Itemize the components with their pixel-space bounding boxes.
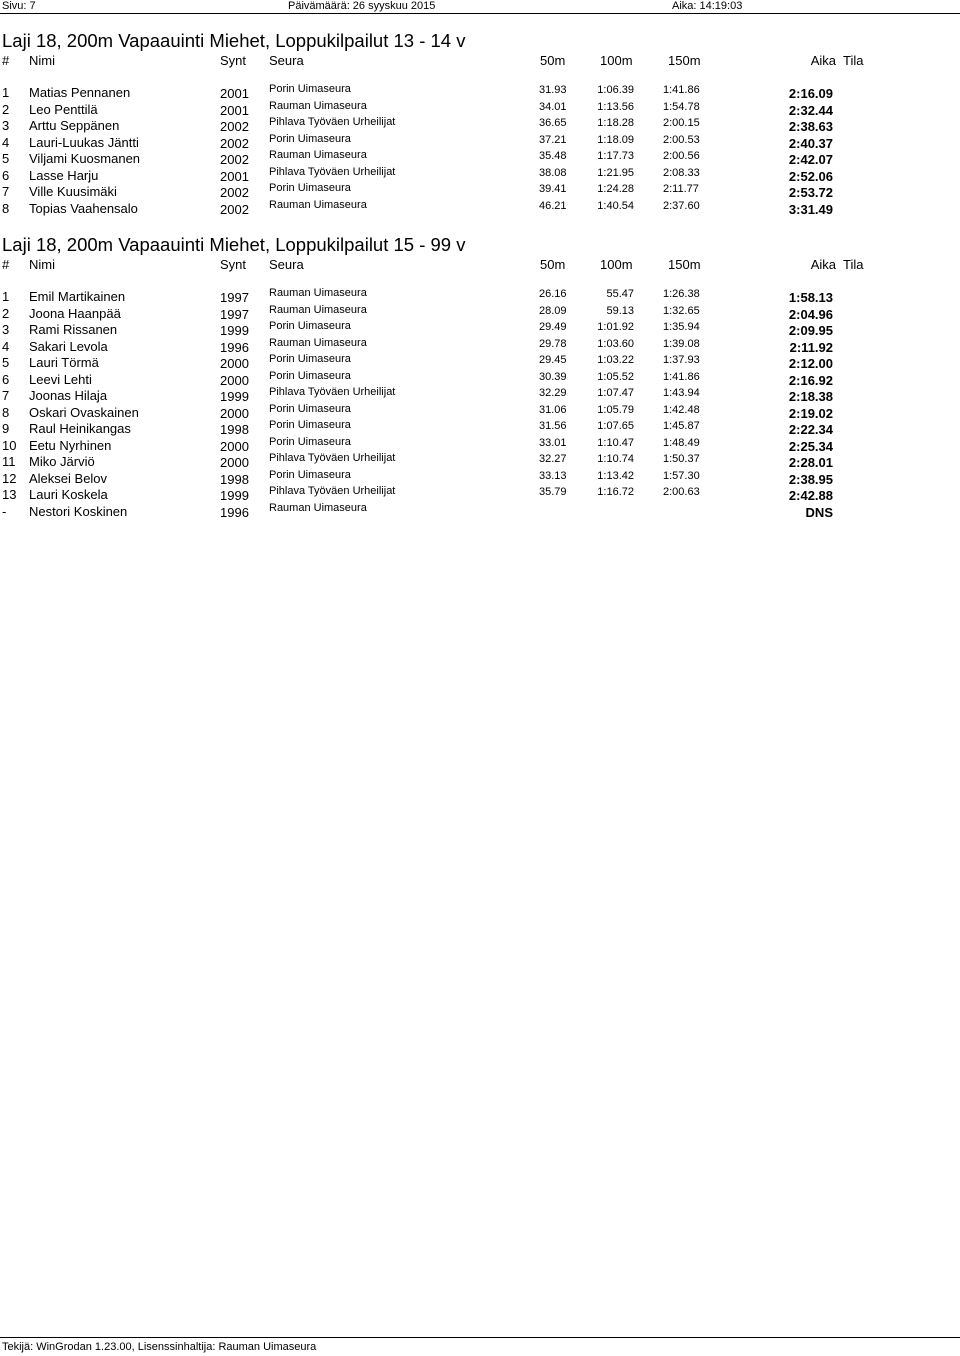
- col-pos: #: [2, 53, 10, 68]
- split-50m: 33.13: [539, 469, 567, 482]
- split-150m: 1:43.94: [663, 387, 700, 399]
- print-date: Päivämäärä: 26 syyskuu 2015: [288, 0, 436, 12]
- place-cell: 12: [2, 470, 17, 486]
- swimmer-name: Sakari Levola: [29, 338, 108, 354]
- table-row: [0, 133, 960, 150]
- table-row: [0, 337, 960, 354]
- place-cell: 5: [2, 151, 10, 166]
- split-100m: 1:13.56: [597, 100, 634, 113]
- final-time: 2:32.44: [788, 102, 833, 118]
- final-time: 2:42.88: [788, 488, 833, 503]
- col-yob: Synt: [220, 257, 247, 272]
- final-time: 2:38.95: [788, 471, 833, 487]
- col-pos: #: [2, 257, 10, 272]
- place-cell: 7: [2, 184, 10, 199]
- birth-year: 2000: [220, 405, 249, 421]
- final-time: 2:16.09: [788, 86, 833, 101]
- table-row: [0, 83, 960, 100]
- table-row: [0, 436, 960, 453]
- final-time: 2:22.34: [788, 422, 833, 437]
- club-name: Porin Uimaseura: [269, 402, 351, 415]
- club-name: Porin Uimaseura: [269, 83, 351, 95]
- place-cell: 8: [2, 404, 10, 420]
- results-table: [0, 83, 960, 215]
- place-cell: 7: [2, 388, 10, 403]
- place-cell: 3: [2, 322, 10, 337]
- split-100m: 59.13: [606, 304, 634, 317]
- split-150m: 2:37.60: [663, 199, 700, 212]
- split-100m: 1:16.72: [597, 486, 634, 498]
- swimmer-name: Ville Kuusimäki: [29, 184, 117, 199]
- col-status: Tila: [843, 257, 864, 272]
- split-100m: 1:40.54: [597, 199, 634, 212]
- club-name: Porin Uimaseura: [269, 132, 351, 145]
- table-row: [0, 116, 960, 133]
- table-row: [0, 166, 960, 183]
- birth-year: 2000: [220, 455, 249, 470]
- split-150m: 1:37.93: [663, 354, 700, 366]
- final-time: 2:25.34: [788, 438, 833, 454]
- header-divider: [0, 13, 960, 14]
- split-100m: 1:05.79: [597, 403, 634, 416]
- birth-year: 2001: [220, 102, 249, 118]
- swimmer-name: Matias Pennanen: [29, 85, 131, 100]
- final-time: 2:09.95: [788, 323, 833, 338]
- split-50m: 31.56: [539, 420, 567, 432]
- place-cell: 1: [2, 289, 10, 304]
- swimmer-name: Raul Heinikangas: [29, 421, 131, 436]
- split-150m: 1:26.38: [663, 288, 700, 300]
- col-time: Aika: [810, 53, 836, 68]
- final-time: 2:28.01: [788, 455, 833, 470]
- split-150m: 1:41.86: [663, 370, 700, 383]
- final-time: 2:53.72: [788, 185, 833, 200]
- place-cell: 4: [2, 338, 10, 354]
- split-150m: 2:08.33: [663, 166, 700, 179]
- table-row: [0, 403, 960, 420]
- print-time: Aika: 14:19:03: [672, 0, 743, 12]
- place-cell: 1: [2, 85, 10, 100]
- split-50m: 37.21: [539, 133, 567, 146]
- table-row: [0, 502, 960, 519]
- club-name: Rauman Uimaseura: [269, 287, 367, 299]
- split-100m: 1:17.73: [597, 150, 634, 162]
- birth-year: 2001: [220, 86, 249, 101]
- club-name: Pihlava Työväen Urheilijat: [269, 116, 396, 128]
- club-name: Rauman Uimaseura: [269, 501, 367, 514]
- split-150m: 1:48.49: [663, 436, 700, 449]
- place-cell: 5: [2, 355, 10, 370]
- col-100m: 100m: [600, 53, 633, 68]
- page-number: Sivu: 7: [2, 0, 36, 12]
- split-50m: 32.29: [539, 387, 567, 399]
- col-time: Aika: [810, 257, 836, 272]
- split-50m: 28.09: [539, 304, 567, 317]
- column-header: [0, 257, 960, 273]
- split-100m: 1:10.47: [597, 436, 634, 449]
- final-time: 2:52.06: [788, 168, 833, 184]
- club-name: Porin Uimaseura: [269, 353, 351, 365]
- club-name: Pihlava Työväen Urheilijat: [269, 165, 396, 178]
- col-name: Nimi: [29, 257, 55, 272]
- swimmer-name: Lauri-Luukas Jäntti: [29, 134, 139, 150]
- birth-year: 1996: [220, 504, 249, 520]
- club-name: Rauman Uimaseura: [269, 99, 367, 112]
- place-cell: 3: [2, 118, 10, 133]
- results-table: [0, 287, 960, 518]
- col-club: Seura: [269, 53, 304, 68]
- split-150m: 2:00.53: [663, 133, 700, 146]
- table-row: [0, 485, 960, 502]
- swimmer-name: Arttu Seppänen: [29, 118, 120, 133]
- col-name: Nimi: [29, 53, 55, 68]
- place-cell: 11: [2, 454, 16, 469]
- swimmer-name: Viljami Kuosmanen: [29, 151, 141, 166]
- table-row: [0, 386, 960, 403]
- swimmer-name: Joonas Hilaja: [29, 388, 108, 403]
- club-name: Porin Uimaseura: [269, 369, 351, 382]
- split-150m: 1:32.65: [663, 304, 700, 317]
- birth-year: 2002: [220, 119, 249, 134]
- final-time: 3:31.49: [788, 201, 833, 217]
- birth-year: 1999: [220, 488, 249, 503]
- swimmer-name: Emil Martikainen: [29, 289, 126, 304]
- split-150m: 2:00.15: [663, 117, 700, 129]
- split-100m: 1:24.28: [597, 183, 634, 195]
- club-name: Porin Uimaseura: [269, 468, 351, 481]
- club-name: Porin Uimaseura: [269, 320, 351, 332]
- split-100m: 1:06.39: [597, 84, 634, 96]
- split-100m: 1:18.28: [597, 117, 634, 129]
- col-50m: 50m: [540, 53, 566, 68]
- split-50m: 38.08: [539, 166, 567, 179]
- birth-year: 1999: [220, 389, 249, 404]
- split-50m: 31.06: [539, 403, 567, 416]
- split-50m: 34.01: [539, 100, 567, 113]
- birth-year: 1998: [220, 422, 249, 437]
- place-cell: 9: [2, 421, 10, 436]
- split-150m: 1:50.37: [663, 453, 700, 465]
- birth-year: 2002: [220, 152, 249, 167]
- final-time: 2:16.92: [788, 372, 833, 388]
- split-100m: 1:07.47: [597, 387, 634, 399]
- split-50m: 39.41: [539, 183, 567, 195]
- split-100m: 1:01.92: [597, 321, 634, 333]
- split-150m: 2:11.77: [663, 183, 699, 195]
- place-cell: 13: [2, 487, 17, 502]
- club-name: Pihlava Työväen Urheilijat: [269, 485, 396, 497]
- swimmer-name: Leo Penttilä: [29, 101, 98, 117]
- split-100m: 1:03.22: [597, 354, 634, 366]
- place-cell: 2: [2, 305, 10, 321]
- final-time: 2:42.07: [788, 152, 833, 167]
- final-time: 2:38.63: [788, 119, 833, 134]
- section-title: Laji 18, 200m Vapaauinti Miehet, Loppukilpailut 13 - 14 v: [2, 30, 466, 51]
- split-50m: 31.93: [539, 84, 567, 96]
- table-row: [0, 182, 960, 199]
- footer-divider: [0, 1337, 960, 1338]
- club-name: Rauman Uimaseura: [269, 336, 367, 349]
- place-cell: 6: [2, 167, 10, 183]
- table-row: [0, 320, 960, 337]
- final-time: DNS: [805, 504, 833, 520]
- split-50m: 36.65: [539, 117, 567, 129]
- split-50m: 33.01: [539, 436, 567, 449]
- swimmer-name: Joona Haanpää: [29, 305, 121, 321]
- table-row: [0, 304, 960, 321]
- page-header: [0, 0, 960, 12]
- place-cell: 2: [2, 101, 10, 117]
- table-row: [0, 452, 960, 469]
- club-name: Rauman Uimaseura: [269, 198, 367, 211]
- club-name: Rauman Uimaseura: [269, 303, 367, 316]
- club-name: Porin Uimaseura: [269, 419, 351, 431]
- split-150m: 2:00.56: [663, 150, 700, 162]
- swimmer-name: Lauri Törmä: [29, 355, 99, 370]
- split-150m: 1:57.30: [663, 469, 700, 482]
- swimmer-name: Rami Rissanen: [29, 322, 118, 337]
- col-100m: 100m: [600, 257, 633, 272]
- club-name: Porin Uimaseura: [269, 435, 351, 448]
- club-name: Pihlava Työväen Urheilijat: [269, 386, 396, 398]
- split-50m: 46.21: [539, 199, 567, 212]
- place-cell: -: [2, 503, 7, 519]
- split-100m: 55.47: [606, 288, 634, 300]
- swimmer-name: Topias Vaahensalo: [29, 200, 138, 216]
- split-150m: 1:45.87: [663, 420, 700, 432]
- section-title: Laji 18, 200m Vapaauinti Miehet, Loppukilpailut 15 - 99 v: [2, 234, 466, 255]
- place-cell: 8: [2, 200, 10, 216]
- footer-credit: Tekijä: WinGrodan 1.23.00, Lisenssinhaltija: Rauman Uimaseura: [2, 1341, 317, 1353]
- final-time: 2:18.38: [788, 389, 833, 404]
- birth-year: 1998: [220, 471, 249, 487]
- split-50m: 29.78: [539, 337, 567, 350]
- birth-year: 2002: [220, 185, 249, 200]
- col-yob: Synt: [220, 53, 247, 68]
- final-time: 2:11.92: [789, 339, 833, 355]
- col-50m: 50m: [540, 257, 566, 272]
- club-name: Pihlava Työväen Urheilijat: [269, 452, 396, 464]
- club-name: Porin Uimaseura: [269, 182, 351, 194]
- split-50m: 30.39: [539, 370, 567, 383]
- final-time: 1:58.13: [788, 290, 833, 305]
- col-150m: 150m: [668, 257, 701, 272]
- birth-year: 1997: [220, 306, 249, 322]
- split-100m: 1:05.52: [597, 370, 634, 383]
- place-cell: 4: [2, 134, 10, 150]
- split-50m: 26.16: [539, 288, 567, 300]
- final-time: 2:12.00: [788, 356, 833, 371]
- table-row: [0, 287, 960, 304]
- split-100m: 1:07.65: [597, 420, 634, 432]
- split-150m: 1:39.08: [663, 337, 700, 350]
- table-row: [0, 419, 960, 436]
- final-time: 2:40.37: [788, 135, 833, 151]
- column-header: [0, 53, 960, 69]
- split-100m: 1:18.09: [597, 133, 634, 146]
- table-row: [0, 199, 960, 216]
- place-cell: 10: [2, 437, 17, 453]
- split-50m: 35.48: [539, 150, 567, 162]
- col-status: Tila: [843, 53, 864, 68]
- split-50m: 29.45: [539, 354, 567, 366]
- table-row: [0, 100, 960, 117]
- final-time: 2:19.02: [788, 405, 833, 421]
- swimmer-name: Oskari Ovaskainen: [29, 404, 139, 420]
- split-150m: 1:41.86: [663, 84, 700, 96]
- split-50m: 35.79: [539, 486, 567, 498]
- table-row: [0, 353, 960, 370]
- swimmer-name: Miko Järviö: [29, 454, 95, 469]
- swimmer-name: Lasse Harju: [29, 167, 99, 183]
- birth-year: 1997: [220, 290, 249, 305]
- birth-year: 2002: [220, 135, 249, 151]
- split-100m: 1:21.95: [597, 166, 634, 179]
- birth-year: 2000: [220, 438, 249, 454]
- birth-year: 1996: [220, 339, 249, 355]
- split-50m: 32.27: [539, 453, 567, 465]
- table-row: [0, 469, 960, 486]
- split-150m: 2:00.63: [663, 486, 700, 498]
- table-row: [0, 370, 960, 387]
- birth-year: 2002: [220, 201, 249, 217]
- col-club: Seura: [269, 257, 304, 272]
- birth-year: 2000: [220, 372, 249, 388]
- birth-year: 2000: [220, 356, 249, 371]
- split-150m: 1:42.48: [663, 403, 700, 416]
- place-cell: 6: [2, 371, 10, 387]
- swimmer-name: Aleksei Belov: [29, 470, 108, 486]
- split-150m: 1:54.78: [663, 100, 700, 113]
- swimmer-name: Lauri Koskela: [29, 487, 108, 502]
- split-100m: 1:10.74: [597, 453, 634, 465]
- final-time: 2:04.96: [788, 306, 833, 322]
- swimmer-name: Eetu Nyrhinen: [29, 437, 112, 453]
- split-50m: 29.49: [539, 321, 567, 333]
- col-150m: 150m: [668, 53, 701, 68]
- table-row: [0, 149, 960, 166]
- split-150m: 1:35.94: [663, 321, 700, 333]
- birth-year: 1999: [220, 323, 249, 338]
- swimmer-name: Leevi Lehti: [29, 371, 92, 387]
- birth-year: 2001: [220, 168, 249, 184]
- split-100m: 1:13.42: [597, 469, 634, 482]
- swimmer-name: Nestori Koskinen: [29, 503, 128, 519]
- split-100m: 1:03.60: [597, 337, 634, 350]
- club-name: Rauman Uimaseura: [269, 149, 367, 161]
